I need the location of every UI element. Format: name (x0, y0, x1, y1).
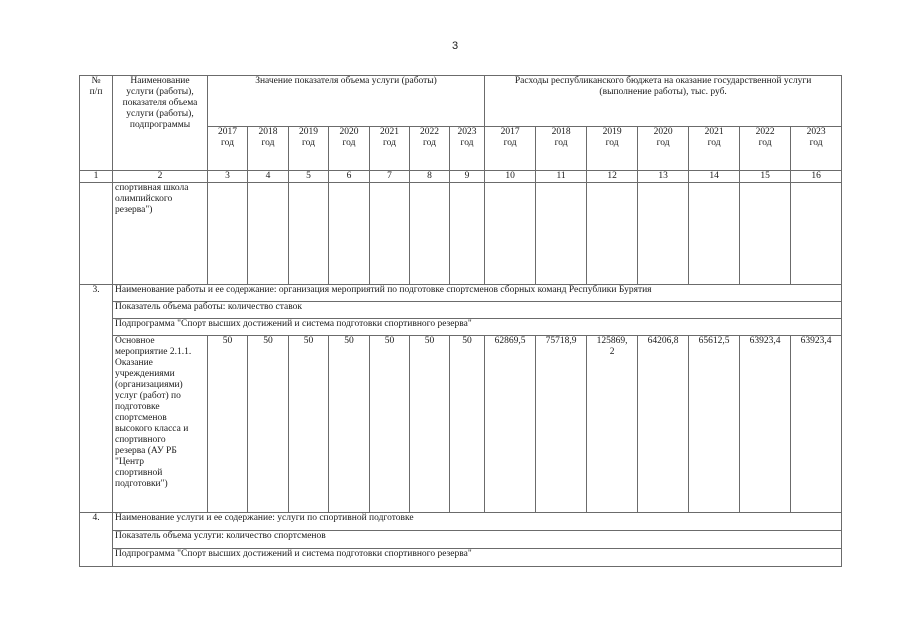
section3-expense-0: 62869,5 (485, 336, 536, 513)
section4-indicator: Показатель объема услуги: количество спортсменов (113, 531, 842, 549)
column-number-11: 11 (536, 171, 587, 183)
column-number-13: 13 (638, 171, 689, 183)
section3-expense-2: 125869, 2 (587, 336, 638, 513)
year-expense-6: 2023 год (791, 127, 842, 171)
year-value-3: 2020 год (329, 127, 370, 171)
column-number-16: 16 (791, 171, 842, 183)
header-values-title: Значение показателя объема услуги (работы) (208, 76, 485, 127)
year-expense-0: 2017 год (485, 127, 536, 171)
table-row (80, 183, 842, 285)
section3-expense-5: 63923,4 (740, 336, 791, 513)
section4-service-row (80, 513, 842, 531)
section3-num: 3. (80, 285, 113, 513)
year-expense-4: 2021 год (689, 127, 740, 171)
section3-subprogram-row (80, 319, 842, 336)
column-number-6: 6 (329, 171, 370, 183)
section3-indicator: Показатель объема работы: количество ставок (113, 302, 842, 319)
row-num (80, 183, 113, 285)
year-value-1: 2018 год (248, 127, 289, 171)
header-expenses-title: Расходы республиканского бюджета на оказание государственной услуги (выполнение работы), тыс. руб. (485, 76, 842, 127)
year-value-0: 2017 год (208, 127, 248, 171)
section3-value-6: 50 (450, 336, 485, 513)
column-number-2: 2 (113, 171, 208, 183)
column-number-12: 12 (587, 171, 638, 183)
section3-activity-row (80, 336, 842, 513)
column-number-5: 5 (289, 171, 329, 183)
section3-work-row (80, 285, 842, 302)
column-number-4: 4 (248, 171, 289, 183)
section4-subprogram: Подпрограмма "Спорт высших достижений и система подготовки спортивного резерва" (113, 549, 842, 567)
section3-work-name: Наименование работы и ее содержание: организация мероприятий по подготовке спортсменов сборных команд Республики Бурятия (113, 285, 842, 302)
section3-expense-3: 64206,8 (638, 336, 689, 513)
section3-value-1: 50 (248, 336, 289, 513)
section4-num: 4. (80, 513, 113, 567)
section4-service-name: Наименование услуги и ее содержание: услуги по спортивной подготовке (113, 513, 842, 531)
year-expense-5: 2022 год (740, 127, 791, 171)
column-number-10: 10 (485, 171, 536, 183)
header-num: № п/п (80, 76, 113, 171)
column-number-14: 14 (689, 171, 740, 183)
section4-indicator-row (80, 531, 842, 549)
year-expense-3: 2020 год (638, 127, 689, 171)
expenses-table (79, 75, 842, 567)
section3-value-0: 50 (208, 336, 248, 513)
section3-expense-4: 65612,5 (689, 336, 740, 513)
year-expense-1: 2018 год (536, 127, 587, 171)
section4-subprogram-row (80, 549, 842, 567)
header-row-1 (80, 76, 842, 127)
section3-value-5: 50 (410, 336, 450, 513)
column-number-7: 7 (370, 171, 410, 183)
column-number-1: 1 (80, 171, 113, 183)
year-value-2: 2019 год (289, 127, 329, 171)
row-name: спортивная школа олимпийского резерва") (113, 183, 208, 285)
column-number-3: 3 (208, 171, 248, 183)
page-number: 3 (452, 40, 459, 52)
section3-subprogram: Подпрограмма "Спорт высших достижений и система подготовки спортивного резерва" (113, 319, 842, 336)
year-expense-2: 2019 год (587, 127, 638, 171)
header-name: Наименование услуги (работы), показателя объема услуги (работы), подпрограммы (113, 76, 208, 171)
section3-value-4: 50 (370, 336, 410, 513)
section3-value-2: 50 (289, 336, 329, 513)
year-value-6: 2023 год (450, 127, 485, 171)
section3-activity-name: Основное мероприятие 2.1.1. Оказание учреждениями (организациями) услуг (работ) по подготовке спортсменов высокого класса и спортивного резерва (АУ РБ "Центр спортивной подготовки") (113, 336, 208, 513)
section3-expense-6: 63923,4 (791, 336, 842, 513)
column-number-15: 15 (740, 171, 791, 183)
year-value-4: 2021 год (370, 127, 410, 171)
column-number-8: 8 (410, 171, 450, 183)
column-numbers-row (80, 171, 842, 183)
column-number-9: 9 (450, 171, 485, 183)
section3-indicator-row (80, 302, 842, 319)
section3-expense-1: 75718,9 (536, 336, 587, 513)
year-value-5: 2022 год (410, 127, 450, 171)
section3-value-3: 50 (329, 336, 370, 513)
